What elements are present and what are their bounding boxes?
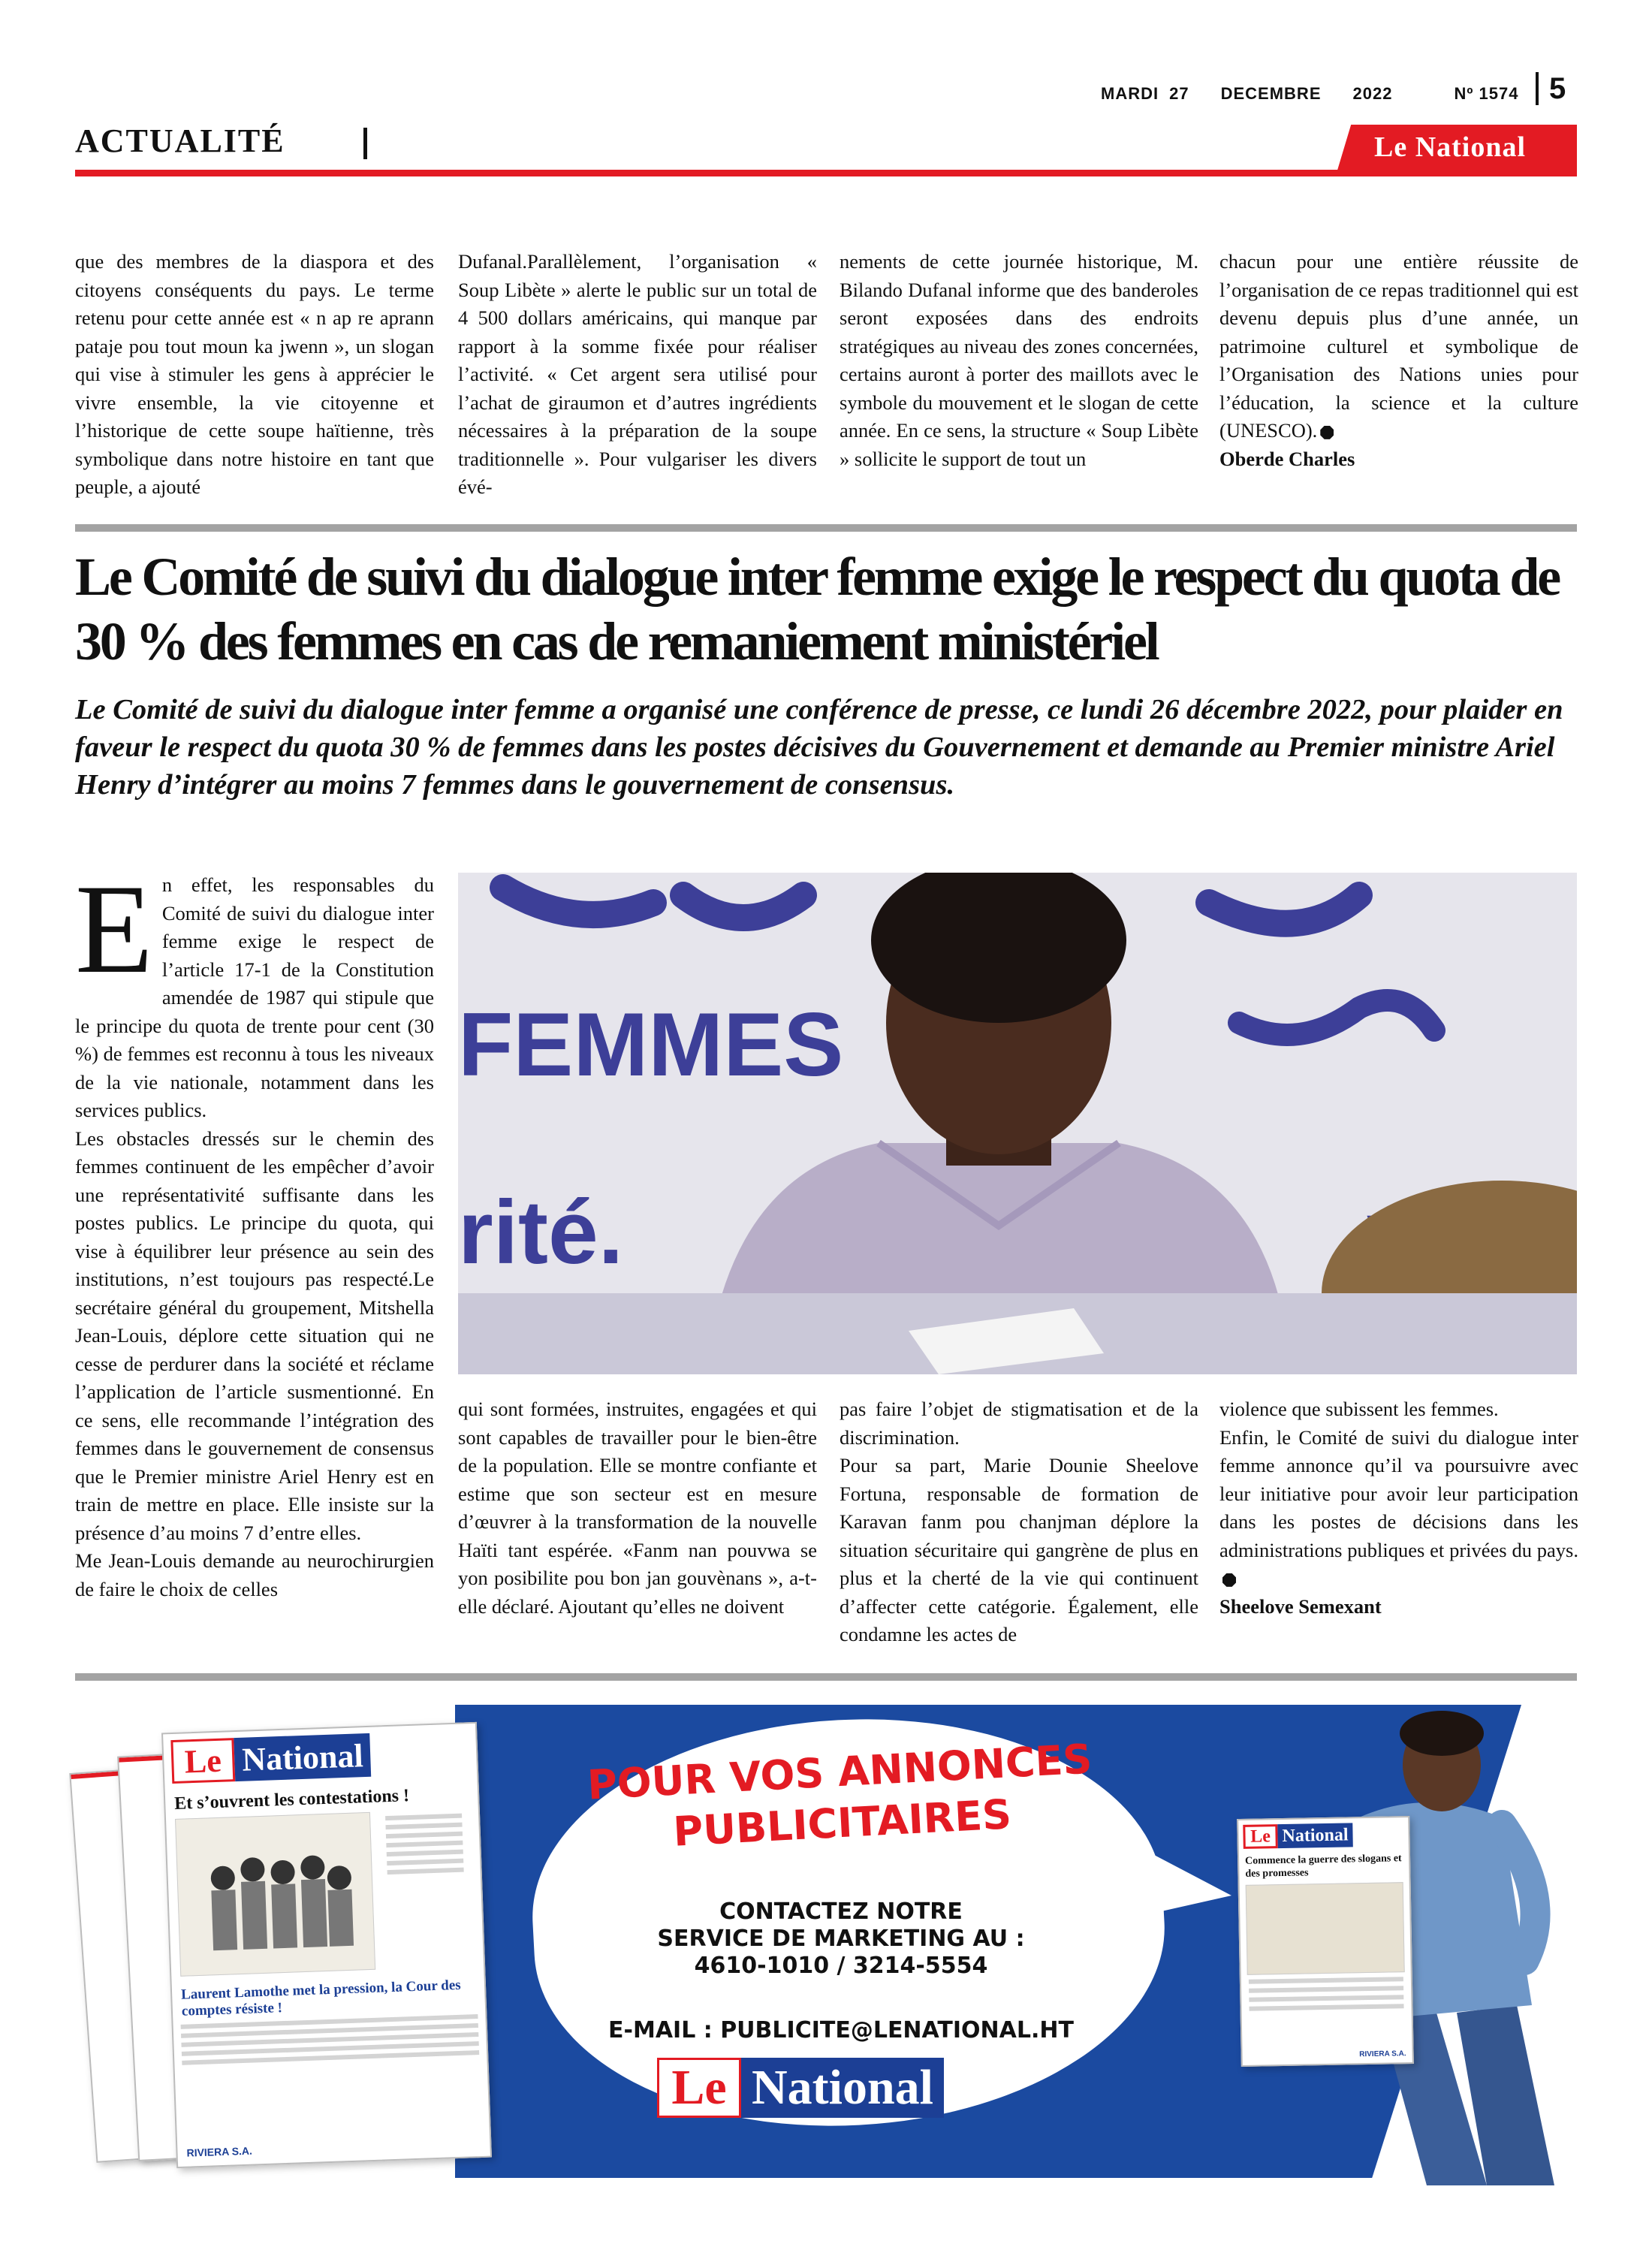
page-number: 5 (1536, 72, 1566, 105)
article-byline: Sheelove Semexant (1219, 1594, 1382, 1618)
ad-paper-logo: Le National (170, 1730, 484, 1784)
ad-contact: CONTACTEZ NOTRE SERVICE DE MARKETING AU : 4610-1010 / 3214-5554 (616, 1899, 1066, 1980)
prev-article-col-1: que des membres de la diaspora et des citoyens conséquents du pays. Le terme retenu pour cette année est « n ap re aprann pataje pou tout moun ka jwenn », un slogan qui vise à stimuler les gens à apprécier le vivre ensemble, la vie citoyenne et l’historique de cette soupe haïtienne, très symbolique dans notre histoire en tant que peuple, a ajouté (75, 250, 434, 498)
ad-newspaper-front (161, 1722, 492, 2168)
article-photo (458, 873, 1577, 1374)
ad-paper-headline: Et s’ouvrent les contestations ! (173, 1786, 410, 1814)
article-lede: Le Comité de suivi du dialogue inter femme a organisé une conférence de presse, ce lundi 26 décembre 2022, pour plaider en faveur le respect du quota 30 % de femmes dans les postes décisives du Gouvernement et demande au Premier ministre Ariel Henry d’intégrer au moins 7 femmes dans le gouvernement de consensus. (75, 694, 1563, 801)
prev-article-col-4: chacun pour une entière réussite de l’organisation de ce repas traditionnel qui est devenu depuis plus d’une année, un patrimoine culturel et symbolique de l’Organisation des Nations unies pour l’éducation, la science et la culture (UNESCO). Oberde Charles (1219, 248, 1578, 473)
end-mark-icon (1222, 1573, 1236, 1587)
date-year: 2022 (1352, 84, 1393, 103)
article-col-3: pas faire l’objet de stigmatisation et de la discrimination. Pour sa part, Marie Dounie Sheelove Fortuna, responsable de formation de Karavan fanm pou chanjman déplore la situation sécuritaire qui gangrène de plus en plus et la cherté de la vie qui continuent d’affecter cette catégorie. Également, elle condamne les actes de (840, 1398, 1198, 1645)
drop-cap: E (75, 858, 153, 1000)
ad-logo: Le National (657, 2058, 944, 2118)
ad-held-paper-footer: RIVIERA S.A. (1359, 2049, 1406, 2059)
ad-phone-numbers: 4610-1010 / 3214-5554 (694, 1953, 988, 1979)
section-title: ACTUALITÉ (75, 122, 285, 159)
prev-article-col-2: Dufanal.Parallèlement, l’organisation « Soup Libète » alerte le public sur un total de 4 500 dollars américains, qui manque par rapport à la somme fixée pour réaliser l’activité. « Cet argent sera utilisé pour l’achat de giraumon et d’autres ingrédients nécessaires à la préparation de la soupe traditionnelle ». Pour vulgariser les divers évé- (458, 250, 817, 498)
ad-held-paper-image (1246, 1882, 1405, 1975)
ad-paper-footer: RIVIERA S.A. (186, 2144, 253, 2159)
article-headline: Le Comité de suivi du dialogue inter femme exige le respect du quota de 30 % des femmes en cas de remaniement ministériel (75, 547, 1559, 671)
ad-newspaper-held (1237, 1816, 1414, 2067)
date-day: MARDI (1101, 84, 1159, 103)
brand-name: Le National (1374, 131, 1527, 163)
photo-illustration (458, 873, 1577, 1374)
prev-article-byline: Oberde Charles (1219, 447, 1355, 470)
article-col-1: E n effet, les responsables du Comité de suivi du dialogue inter femme exige le respect de l’article 17-1 de la Constitution amendée de 1987 qui stipule que le principe du quota de trente pour cent (30 %) de femmes est reconnu à tous les niveaux de la vie nationale, notamment dans les services publics. Les obstacles dressés sur le chemin des femmes continuent de les empêcher d’avoir une représentativité suffisante dans les postes publics. Le principe du quota, qui vise à équilibrer leur présence au sein des institutions, n’est toujours pas respecté.Le secrétaire général du groupement, Mitshella Jean-Louis, déplore cette situation qui ne cesse de perdurer dans la société et réclame l’application de l’article susmentionné. En ce sens, elle recommande l’intégration des femmes dans le gouvernement de consensus que le Premier ministre Ariel Henry est en train de mettre en place. Elle insiste sur la présence d’au moins 7 d’entre elles. Me Jean-Louis demande au neurochirurgien de faire le choix de celles (75, 858, 434, 1600)
photo-banner-text-1: FEMMES (458, 994, 844, 1095)
section-rule-bottom (75, 1673, 1577, 1681)
section-divider (363, 128, 367, 159)
issue-number: Nº 1574 (1454, 84, 1519, 103)
date-number: 27 (1169, 84, 1189, 103)
ad-paper-subheadline: Laurent Lamothe met la pression, la Cour des comptes résiste ! (180, 1977, 461, 2019)
section-rule-top (75, 524, 1577, 532)
ad-held-paper-logo: Le National (1243, 1822, 1413, 1849)
ad-email[interactable]: E-MAIL : PUBLICITE@LENATIONAL.HT (608, 2017, 1074, 2043)
ad-headline: POUR VOS ANNONCES PUBLICITAIRES (586, 1735, 1093, 1856)
ad-paper-cartoon (175, 1812, 375, 1977)
end-mark-icon (1320, 426, 1334, 439)
prev-article-col-3: nements de cette journée historique, M. Bilando Dufanal informe que des banderoles seront exposées dans des endroits stratégiques au niveau des zones concernées, certains auront à porter des maillots avec le symbole du mouvement et le slogan de cette année. En ce sens, la structure « Soup Libète » sollicite le support de tout un (840, 250, 1198, 470)
date-month: DECEMBRE (1220, 84, 1322, 103)
article-col-2: qui sont formées, instruites, engagées et qui sont capables de travailler pour le bien-être de la population. Elle se montre confiante et estime que son secteur est en mesure d’œuvrer à la transformation de la nouvelle Haïti tant espérée. «Fanm nan pouvwa se yon posibilite pou bon jan gouvènans », a-t-elle déclaré. Ajoutant qu’elles ne doivent (458, 1398, 817, 1618)
ad-held-paper-headline: Commence la guerre des slogans et des promesses (1244, 1853, 1402, 1880)
article-col-4: violence que subissent les femmes. Enfin, le Comité de suivi du dialogue inter femme annonce qu’il va poursuivre avec leur initiative pour avoir leur participation dans les postes de décisions dans les administrations publiques et privées du pays. Sheelove Semexant (1219, 1395, 1578, 1621)
issue-date (1101, 84, 1550, 104)
photo-banner-text-2: rité. (458, 1182, 624, 1283)
